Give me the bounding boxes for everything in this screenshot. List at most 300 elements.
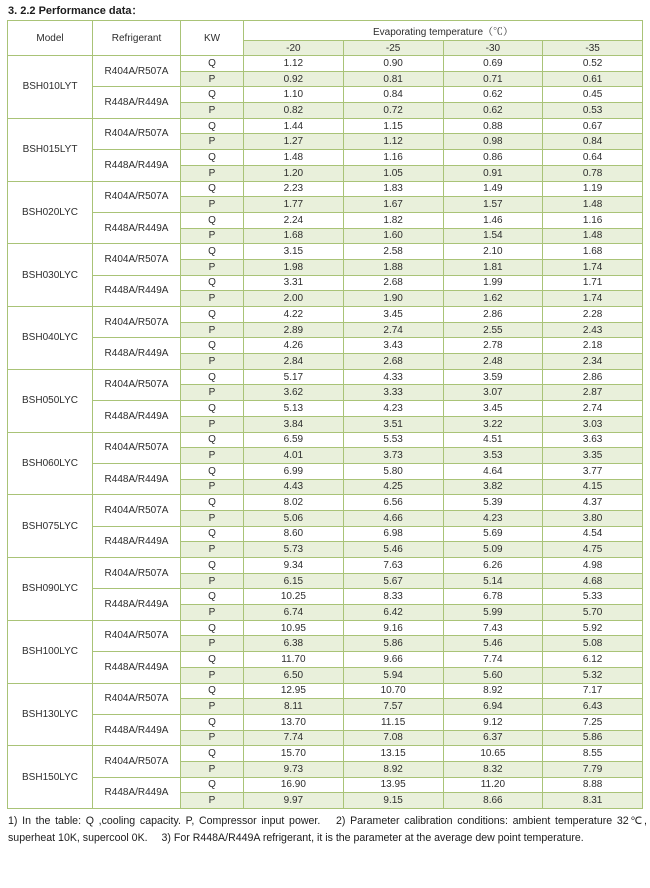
table-row [8,338,643,354]
kw-label-cell: Q [181,212,244,228]
value-cell: 2.74 [543,401,643,417]
value-cell: 1.74 [543,291,643,307]
value-cell: 4.66 [343,510,443,526]
value-cell: 4.33 [343,369,443,385]
table-row [8,589,643,605]
kw-label-cell: Q [181,589,244,605]
value-cell: 8.11 [244,699,344,715]
value-cell: 5.06 [244,510,344,526]
value-cell: 1.19 [543,181,643,197]
footnote-2: 2) Parameter calibration conditions: ambient temperature 32℃, superheat 10K, supercool 0K. [8,815,647,844]
kw-label-cell: Q [181,275,244,291]
table-row [8,714,643,730]
value-cell: 4.68 [543,573,643,589]
value-cell: 0.61 [543,71,643,87]
value-cell: 1.98 [244,259,344,275]
value-cell: 3.03 [543,416,643,432]
refrigerant-cell: R404A/R507A [93,746,181,777]
kw-label-cell: P [181,605,244,621]
refrigerant-cell: R448A/R449A [93,212,181,243]
value-cell: 0.72 [343,103,443,119]
table-row [8,401,643,417]
value-cell: 5.69 [443,526,543,542]
value-cell: 1.82 [343,212,443,228]
header-model: Model [8,21,93,56]
kw-label-cell: P [181,416,244,432]
value-cell: 3.82 [443,479,543,495]
value-cell: 3.07 [443,385,543,401]
value-cell: 13.70 [244,714,344,730]
value-cell: 0.88 [443,118,543,134]
value-cell: 4.51 [443,432,543,448]
refrigerant-cell: R404A/R507A [93,558,181,589]
value-cell: 8.32 [443,761,543,777]
model-cell: BSH050LYC [8,369,93,432]
value-cell: 5.08 [543,636,643,652]
kw-label-cell: P [181,448,244,464]
value-cell: 9.34 [244,558,344,574]
value-cell: 1.60 [343,228,443,244]
kw-label-cell: Q [181,746,244,762]
kw-label-cell: P [181,103,244,119]
kw-label-cell: P [181,197,244,213]
table-row [8,212,643,228]
value-cell: 2.34 [543,354,643,370]
refrigerant-cell: R404A/R507A [93,181,181,212]
value-cell: 0.90 [343,56,443,72]
table-row [8,118,643,134]
value-cell: 4.54 [543,526,643,542]
kw-label-cell: Q [181,714,244,730]
kw-label-cell: Q [181,495,244,511]
kw-label-cell: Q [181,307,244,323]
value-cell: 12.95 [244,683,344,699]
value-cell: 1.46 [443,212,543,228]
model-cell: BSH015LYT [8,118,93,181]
refrigerant-cell: R448A/R449A [93,275,181,306]
value-cell: 3.77 [543,463,643,479]
refrigerant-cell: R404A/R507A [93,369,181,400]
value-cell: 3.53 [443,448,543,464]
table-row [8,620,643,636]
refrigerant-cell: R448A/R449A [93,526,181,557]
value-cell: 1.99 [443,275,543,291]
value-cell: 6.42 [343,605,443,621]
value-cell: 2.86 [443,307,543,323]
value-cell: 1.57 [443,197,543,213]
value-cell: 1.68 [543,244,643,260]
value-cell: 1.20 [244,165,344,181]
table-row [8,181,643,197]
value-cell: 2.68 [343,275,443,291]
table-row [8,558,643,574]
value-cell: 6.56 [343,495,443,511]
value-cell: 5.32 [543,667,643,683]
value-cell: 4.01 [244,448,344,464]
value-cell: 4.98 [543,558,643,574]
value-cell: 0.78 [543,165,643,181]
value-cell: 2.78 [443,338,543,354]
value-cell: 2.28 [543,307,643,323]
value-cell: 1.48 [543,228,643,244]
value-cell: 1.77 [244,197,344,213]
value-cell: 9.66 [343,652,443,668]
value-cell: 8.31 [543,793,643,809]
kw-label-cell: P [181,134,244,150]
kw-label-cell: P [181,793,244,809]
kw-label-cell: Q [181,369,244,385]
performance-table [7,20,643,809]
kw-label-cell: Q [181,87,244,103]
value-cell: 7.63 [343,558,443,574]
value-cell: 0.84 [543,134,643,150]
value-cell: 5.60 [443,667,543,683]
refrigerant-cell: R448A/R449A [93,777,181,808]
refrigerant-cell: R404A/R507A [93,118,181,149]
refrigerant-cell: R404A/R507A [93,495,181,526]
value-cell: 4.22 [244,307,344,323]
value-cell: 1.27 [244,134,344,150]
value-cell: 7.43 [443,620,543,636]
value-cell: 7.74 [443,652,543,668]
value-cell: 1.49 [443,181,543,197]
kw-label-cell: P [181,573,244,589]
table-row [8,652,643,668]
value-cell: 3.45 [443,401,543,417]
value-cell: 1.68 [244,228,344,244]
value-cell: 2.86 [543,369,643,385]
value-cell: 0.91 [443,165,543,181]
value-cell: 2.24 [244,212,344,228]
value-cell: 3.51 [343,416,443,432]
value-cell: 5.53 [343,432,443,448]
value-cell: 4.43 [244,479,344,495]
kw-label-cell: P [181,542,244,558]
value-cell: 10.70 [343,683,443,699]
value-cell: 9.97 [244,793,344,809]
value-cell: 2.10 [443,244,543,260]
kw-label-cell: Q [181,181,244,197]
kw-label-cell: P [181,699,244,715]
footnote [8,813,647,846]
header-evaporating-temperature: Evaporating temperature（℃） [244,21,643,41]
header-temp--25: -25 [343,41,443,56]
header-temp--20: -20 [244,41,344,56]
table-body [8,56,643,809]
value-cell: 0.62 [443,103,543,119]
kw-label-cell: Q [181,463,244,479]
kw-label-cell: P [181,165,244,181]
value-cell: 7.74 [244,730,344,746]
value-cell: 2.18 [543,338,643,354]
value-cell: 8.60 [244,526,344,542]
refrigerant-cell: R448A/R449A [93,150,181,181]
kw-label-cell: Q [181,652,244,668]
model-cell: BSH150LYC [8,746,93,809]
value-cell: 1.83 [343,181,443,197]
refrigerant-cell: R448A/R449A [93,338,181,369]
value-cell: 8.66 [443,793,543,809]
value-cell: 2.43 [543,322,643,338]
value-cell: 3.43 [343,338,443,354]
refrigerant-cell: R448A/R449A [93,589,181,620]
value-cell: 0.52 [543,56,643,72]
value-cell: 4.23 [343,401,443,417]
value-cell: 5.80 [343,463,443,479]
kw-label-cell: Q [181,244,244,260]
value-cell: 0.64 [543,150,643,166]
value-cell: 0.69 [443,56,543,72]
refrigerant-cell: R404A/R507A [93,244,181,275]
value-cell: 1.90 [343,291,443,307]
table-row [8,495,643,511]
value-cell: 3.80 [543,510,643,526]
value-cell: 10.25 [244,589,344,605]
kw-label-cell: Q [181,432,244,448]
value-cell: 1.05 [343,165,443,181]
value-cell: 5.92 [543,620,643,636]
refrigerant-cell: R448A/R449A [93,714,181,745]
footnote-1: 1) In the table: Q ,cooling capacity. P, Compressor input power. [8,815,321,827]
value-cell: 11.15 [343,714,443,730]
kw-label-cell: P [181,71,244,87]
value-cell: 1.15 [343,118,443,134]
value-cell: 5.46 [343,542,443,558]
value-cell: 2.48 [443,354,543,370]
refrigerant-cell: R404A/R507A [93,56,181,87]
value-cell: 5.39 [443,495,543,511]
value-cell: 6.99 [244,463,344,479]
value-cell: 2.00 [244,291,344,307]
refrigerant-cell: R448A/R449A [93,401,181,432]
value-cell: 3.33 [343,385,443,401]
table-row [8,526,643,542]
value-cell: 9.73 [244,761,344,777]
value-cell: 13.95 [343,777,443,793]
value-cell: 3.22 [443,416,543,432]
value-cell: 1.48 [543,197,643,213]
refrigerant-cell: R404A/R507A [93,307,181,338]
header-kw: KW [181,21,244,56]
value-cell: 5.33 [543,589,643,605]
value-cell: 7.79 [543,761,643,777]
model-cell: BSH030LYC [8,244,93,307]
value-cell: 10.65 [443,746,543,762]
kw-label-cell: Q [181,620,244,636]
model-cell: BSH075LYC [8,495,93,558]
value-cell: 6.38 [244,636,344,652]
header-temp--35: -35 [543,41,643,56]
value-cell: 4.75 [543,542,643,558]
value-cell: 5.13 [244,401,344,417]
kw-label-cell: P [181,636,244,652]
table-row [8,307,643,323]
value-cell: 0.53 [543,103,643,119]
kw-label-cell: P [181,354,244,370]
value-cell: 8.92 [343,761,443,777]
header-temp--30: -30 [443,41,543,56]
table-row [8,56,643,72]
kw-label-cell: P [181,730,244,746]
value-cell: 7.25 [543,714,643,730]
table-row [8,150,643,166]
kw-label-cell: Q [181,777,244,793]
value-cell: 5.99 [443,605,543,621]
refrigerant-cell: R404A/R507A [93,432,181,463]
value-cell: 3.59 [443,369,543,385]
value-cell: 2.89 [244,322,344,338]
value-cell: 1.71 [543,275,643,291]
refrigerant-cell: R404A/R507A [93,620,181,651]
value-cell: 9.12 [443,714,543,730]
value-cell: 2.55 [443,322,543,338]
value-cell: 0.86 [443,150,543,166]
kw-label-cell: Q [181,683,244,699]
value-cell: 9.15 [343,793,443,809]
value-cell: 6.59 [244,432,344,448]
value-cell: 6.12 [543,652,643,668]
kw-label-cell: P [181,322,244,338]
value-cell: 0.62 [443,87,543,103]
table-row [8,746,643,762]
value-cell: 7.08 [343,730,443,746]
value-cell: 6.94 [443,699,543,715]
value-cell: 6.74 [244,605,344,621]
value-cell: 8.88 [543,777,643,793]
value-cell: 16.90 [244,777,344,793]
value-cell: 1.81 [443,259,543,275]
value-cell: 2.23 [244,181,344,197]
value-cell: 7.17 [543,683,643,699]
header-row-1 [8,21,643,41]
value-cell: 13.15 [343,746,443,762]
value-cell: 0.98 [443,134,543,150]
value-cell: 8.02 [244,495,344,511]
kw-label-cell: P [181,479,244,495]
kw-label-cell: Q [181,56,244,72]
model-cell: BSH090LYC [8,558,93,621]
table-row [8,432,643,448]
value-cell: 4.37 [543,495,643,511]
value-cell: 1.16 [543,212,643,228]
value-cell: 1.10 [244,87,344,103]
value-cell: 1.54 [443,228,543,244]
kw-label-cell: Q [181,401,244,417]
table-header [8,21,643,56]
value-cell: 0.92 [244,71,344,87]
value-cell: 3.73 [343,448,443,464]
refrigerant-cell: R448A/R449A [93,652,181,683]
table-row [8,683,643,699]
value-cell: 5.73 [244,542,344,558]
value-cell: 5.14 [443,573,543,589]
table-row [8,369,643,385]
value-cell: 8.92 [443,683,543,699]
value-cell: 3.63 [543,432,643,448]
value-cell: 6.15 [244,573,344,589]
value-cell: 4.25 [343,479,443,495]
value-cell: 9.16 [343,620,443,636]
page-title: 3. 2.2 Performance data： [8,5,143,17]
value-cell: 3.62 [244,385,344,401]
table-row [8,87,643,103]
value-cell: 1.74 [543,259,643,275]
value-cell: 5.09 [443,542,543,558]
value-cell: 2.84 [244,354,344,370]
value-cell: 2.58 [343,244,443,260]
table-row [8,777,643,793]
model-cell: BSH060LYC [8,432,93,495]
model-cell: BSH020LYC [8,181,93,244]
table-row [8,275,643,291]
value-cell: 1.16 [343,150,443,166]
table-row [8,463,643,479]
value-cell: 0.81 [343,71,443,87]
kw-label-cell: Q [181,338,244,354]
value-cell: 4.23 [443,510,543,526]
value-cell: 6.98 [343,526,443,542]
refrigerant-cell: R448A/R449A [93,87,181,118]
value-cell: 0.84 [343,87,443,103]
kw-label-cell: Q [181,118,244,134]
value-cell: 4.15 [543,479,643,495]
value-cell: 3.45 [343,307,443,323]
value-cell: 8.33 [343,589,443,605]
value-cell: 3.35 [543,448,643,464]
value-cell: 1.88 [343,259,443,275]
footnote-3: 3) For R448A/R449A refrigerant, it is the parameter at the average dew point temperature. [161,831,584,844]
value-cell: 5.67 [343,573,443,589]
value-cell: 0.67 [543,118,643,134]
value-cell: 1.12 [244,56,344,72]
value-cell: 2.68 [343,354,443,370]
value-cell: 6.78 [443,589,543,605]
value-cell: 5.86 [543,730,643,746]
value-cell: 4.64 [443,463,543,479]
kw-label-cell: Q [181,558,244,574]
value-cell: 5.94 [343,667,443,683]
value-cell: 5.70 [543,605,643,621]
kw-label-cell: P [181,761,244,777]
model-cell: BSH010LYT [8,56,93,119]
value-cell: 11.70 [244,652,344,668]
value-cell: 5.17 [244,369,344,385]
value-cell: 6.26 [443,558,543,574]
model-cell: BSH040LYC [8,307,93,370]
value-cell: 0.45 [543,87,643,103]
value-cell: 3.31 [244,275,344,291]
value-cell: 6.37 [443,730,543,746]
value-cell: 3.84 [244,416,344,432]
value-cell: 1.62 [443,291,543,307]
value-cell: 5.46 [443,636,543,652]
value-cell: 1.48 [244,150,344,166]
value-cell: 0.82 [244,103,344,119]
kw-label-cell: P [181,510,244,526]
value-cell: 1.67 [343,197,443,213]
value-cell: 15.70 [244,746,344,762]
kw-label-cell: P [181,259,244,275]
refrigerant-cell: R404A/R507A [93,683,181,714]
kw-label-cell: P [181,385,244,401]
value-cell: 11.20 [443,777,543,793]
model-cell: BSH130LYC [8,683,93,746]
kw-label-cell: Q [181,526,244,542]
value-cell: 0.71 [443,71,543,87]
refrigerant-cell: R448A/R449A [93,463,181,494]
value-cell: 7.57 [343,699,443,715]
value-cell: 2.74 [343,322,443,338]
